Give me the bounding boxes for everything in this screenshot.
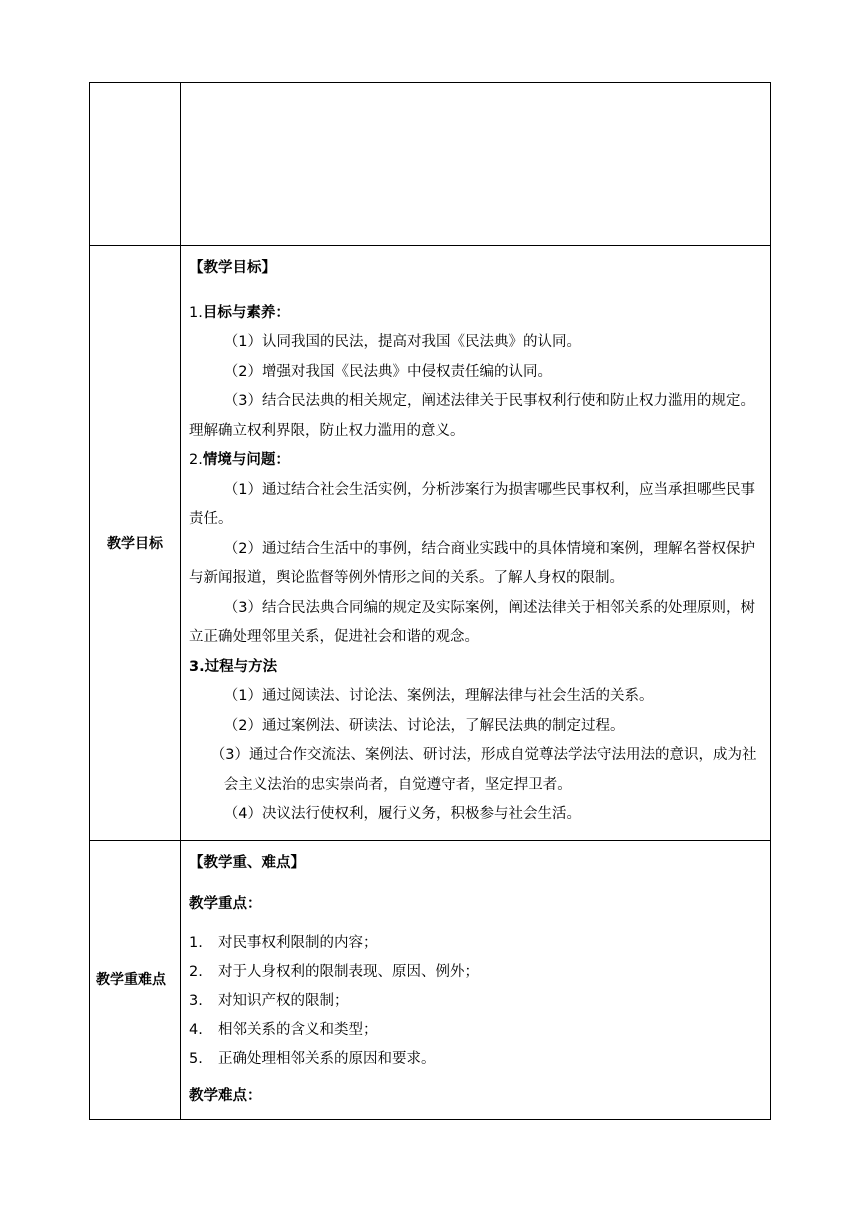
section-2-number: 2. xyxy=(189,452,203,468)
section-1-title: 目标与素养： xyxy=(202,304,290,321)
list-item xyxy=(189,929,762,958)
list-item xyxy=(189,958,762,987)
keypoints-label-cell xyxy=(90,841,181,1120)
keypoints-row xyxy=(90,841,771,1120)
section-3-item: （4）决议法行使权利，履行义务，积极参与社会生活。 xyxy=(223,806,582,822)
section-1-item: （3）结合民法典的相关规定，阐述法律关于民事权利行使和防止权力滥用的规定。理解确立权利界限，防止权力滥用的意义。 xyxy=(189,393,756,439)
list-item-text: 对知识产权的限制； xyxy=(218,993,349,1009)
blank-row xyxy=(90,83,771,246)
difficulty-title: 教学难点： xyxy=(189,1088,262,1104)
list-item xyxy=(189,1016,762,1045)
list-item-text: 对民事权利限制的内容； xyxy=(218,935,378,951)
objectives-content-cell xyxy=(181,246,771,841)
list-item-number: 4. xyxy=(189,1022,203,1038)
blank-row-content-cell xyxy=(181,83,771,246)
section-2-item: （2）通过结合生活中的事例，结合商业实践中的具体情境和案例，理解名誉权保护与新闻报道，舆论监督等例外情形之间的关系。了解人身权的限制。 xyxy=(189,540,756,586)
section-1-number: 1. xyxy=(189,304,203,321)
list-item-number: 1. xyxy=(189,935,203,951)
list-item-number: 2. xyxy=(189,964,203,980)
section-3-item: （2）通过案例法、研读法、讨论法，了解民法典的制定过程。 xyxy=(223,717,625,734)
focus-list xyxy=(189,929,762,1074)
keypoints-row-label: 教学重难点 xyxy=(96,972,166,988)
section-1-item: （1）认同我国的民法，提高对我国《民法典》的认同。 xyxy=(223,334,582,350)
list-item-number: 3. xyxy=(189,993,203,1009)
section-2-item: （3）结合民法典合同编的规定及实际案例，阐述法律关于相邻关系的处理原则，树立正确处理邻里关系，促进社会和谐的观念。 xyxy=(189,599,756,645)
list-item-text: 正确处理相邻关系的原因和要求。 xyxy=(218,1051,436,1067)
section-2-heading xyxy=(189,446,762,476)
objectives-row xyxy=(90,246,771,841)
section-2-title: 情境与问题： xyxy=(202,452,290,468)
list-item-text: 相邻关系的含义和类型； xyxy=(218,1022,378,1038)
objectives-row-label: 教学目标 xyxy=(107,536,163,552)
section-3-item: （1）通过阅读法、讨论法、案例法，理解法律与社会生活的关系。 xyxy=(223,688,654,704)
focus-title: 教学重点： xyxy=(189,896,262,912)
section-3-item: （3）通过合作交流法、案例法、研讨法，形成自觉尊法学法守法用法的意识，成为社会主义法治的忠实崇尚者，自觉遵守者，坚定捍卫者。 xyxy=(210,747,757,793)
section-2-item: （1）通过结合社会生活实例，分析涉案行为损害哪些民事权利，应当承担哪些民事责任。 xyxy=(189,481,756,527)
section-1-item: （2）增强对我国《民法典》中侵权责任编的认同。 xyxy=(223,363,553,380)
keypoints-content-cell xyxy=(181,841,771,1120)
objectives-title: 【教学目标】 xyxy=(189,260,276,276)
section-1-heading xyxy=(189,299,762,329)
list-item xyxy=(189,987,762,1016)
lesson-plan-table xyxy=(89,82,771,1120)
section-3-title: 3.过程与方法 xyxy=(189,658,278,675)
objectives-label-cell xyxy=(90,246,181,841)
list-item xyxy=(189,1045,762,1074)
blank-row-label-cell xyxy=(90,83,181,246)
keypoints-title: 【教学重、难点】 xyxy=(189,855,305,871)
list-item-text: 对于人身权利的限制表现、原因、例外； xyxy=(218,964,479,980)
list-item-number: 5. xyxy=(189,1051,203,1067)
